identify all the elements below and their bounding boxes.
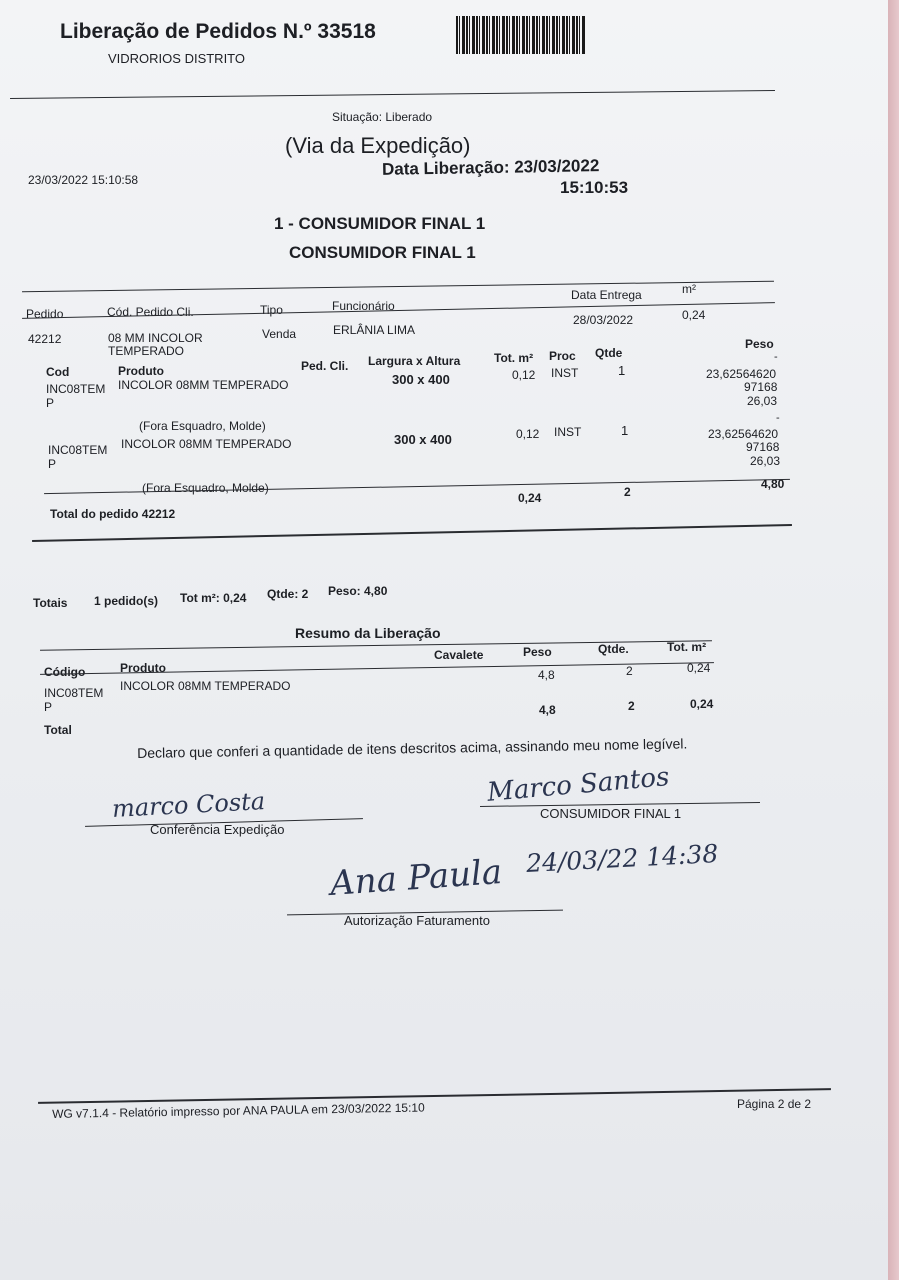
order-total-label: Total do pedido 42212 [50,507,176,521]
col-m2: m² [682,282,696,296]
summary-row-tot-m2: 0,24 [687,661,711,675]
item-2-cod-line-1: INC08TEM [48,443,108,457]
item-1-produto: INCOLOR 08MM TEMPERADO [118,378,289,392]
item-1-dimensoes: 300 x 400 [392,372,450,387]
summary-row-codigo-line-1: INC08TEM [44,686,104,700]
totals-pedidos: 1 pedido(s) [94,594,159,608]
conferencia-label: Conferência Expedição [150,822,285,837]
cliente-signature: Marco Santos [486,762,671,808]
summary-col-peso: Peso [523,645,552,659]
items-col-produto: Produto [118,364,164,378]
item-2-proc: INST [554,425,582,439]
col-pedido: Pedido [26,307,64,321]
status-text: Situação: Liberado [332,110,433,124]
summary-total-label: Total [44,723,72,737]
item-2-tot-m2: 0,12 [516,427,540,441]
item-2-produto: INCOLOR 08MM TEMPERADO [121,437,292,451]
via-label: (Via da Expedição) [285,133,471,158]
autorizacao-signature: Ana Paula [328,852,504,904]
item-2-peso-line-3: 26,03 [750,454,781,468]
items-col-peso: Peso [745,337,774,351]
totals-peso: Peso: 4,80 [328,584,388,598]
order-total-qtde: 2 [624,485,631,499]
items-col-largura-altura: Largura x Altura [368,354,461,368]
summary-row-codigo-line-2: P [44,700,53,714]
conferencia-signature: marco Costa [111,787,266,823]
summary-total-peso: 4,8 [539,703,556,717]
order-total-m2: 0,24 [518,491,542,505]
summary-row-peso: 4,8 [538,668,555,682]
item-1-qtde: 1 [618,363,626,378]
document-title: Liberação de Pedidos N.º 33518 [60,20,376,43]
cod-cli-line-2: TEMPERADO [108,344,185,358]
item-2-peso-line-2: 97168 [746,440,780,454]
print-datetime: 23/03/2022 15:10:58 [28,173,139,187]
item-2-dimensoes: 300 x 400 [394,432,452,447]
release-time: 15:10:53 [560,178,629,197]
items-col-proc: Proc [549,349,576,363]
item-1-peso-dash: - [774,351,778,363]
release-date: Data Liberação: 23/03/2022 [381,156,600,179]
client-line-1: 1 - CONSUMIDOR FINAL 1 [274,214,486,233]
item-1-peso-line-3: 26,03 [747,394,778,408]
col-tipo: Tipo [260,303,283,317]
summary-total-qtde: 2 [628,699,635,713]
m2-value: 0,24 [682,308,706,322]
item-1-cod-line-1: INC08TEM [46,382,106,396]
items-col-tot-m2: Tot. m² [494,351,534,365]
cliente-label: CONSUMIDOR FINAL 1 [540,806,682,821]
totals-qtde: Qtde: 2 [267,587,309,601]
items-col-qtde: Qtde [595,346,623,360]
tipo-value: Venda [262,327,297,341]
item-1-tot-m2: 0,12 [512,368,536,382]
totals-label: Totais [33,596,68,610]
summary-row-qtde: 2 [626,664,633,678]
items-col-ped-cli: Ped. Cli. [301,359,349,373]
autorizacao-label: Autorização Faturamento [344,913,490,928]
footer-report-info: WG v7.1.4 - Relatório impresso por ANA PAULA em 23/03/2022 15:10 [52,1100,425,1121]
item-2-peso-dash: - [776,412,780,424]
summary-total-m2: 0,24 [690,697,714,711]
data-entrega-value: 28/03/2022 [573,313,634,327]
order-total-peso: 4,80 [761,477,785,491]
summary-col-codigo: Código [44,665,86,679]
client-line-2: CONSUMIDOR FINAL 1 [289,243,476,262]
footer-page-number: Página 2 de 2 [737,1097,812,1111]
barcode [456,16,586,54]
item-2-cod-line-2: P [48,457,57,471]
footer-rule [38,1088,831,1104]
order-table-top-rule [22,281,774,292]
item-1-obs: (Fora Esquadro, Molde) [139,419,266,433]
item-1-peso-line-1: 23,62564620 [706,367,777,381]
item-1-cod-line-2: P [46,396,55,410]
company-name: VIDRORIOS DISTRITO [108,51,245,66]
item-2-peso-line-1: 23,62564620 [708,427,779,441]
summary-col-qtde: Qtde. [598,642,629,656]
summary-col-produto: Produto [120,661,166,675]
order-section-end-rule [32,524,792,542]
summary-col-tot-m2: Tot. m² [667,640,707,654]
declaration-text: Declaro que conferi a quantidade de itens descritos acima, assinando meu nome legível. [137,735,688,761]
summary-col-cavalete: Cavalete [434,648,484,662]
item-1-peso-line-2: 97168 [744,380,778,394]
col-cod-pedido-cli: Cód. Pedido Cli. [107,305,194,319]
summary-title: Resumo da Liberação [295,625,441,641]
handwritten-date: 24/03/22 14:38 [525,838,719,879]
col-funcionario: Funcionário [332,299,395,313]
col-data-entrega: Data Entrega [571,288,642,302]
item-2-obs: (Fora Esquadro, Molde) [142,481,269,495]
cod-cli-line-1: 08 MM INCOLOR [108,331,203,345]
funcionario-value: ERLÂNIA LIMA [333,323,416,337]
item-1-proc: INST [551,366,579,380]
pedido-number: 42212 [28,332,62,346]
items-col-cod: Cod [46,365,70,379]
totals-tot-m2: Tot m²: 0,24 [180,591,247,605]
item-2-qtde: 1 [621,423,629,438]
summary-row-produto: INCOLOR 08MM TEMPERADO [120,679,291,693]
header-divider [10,90,775,99]
page-edge [888,0,899,1280]
